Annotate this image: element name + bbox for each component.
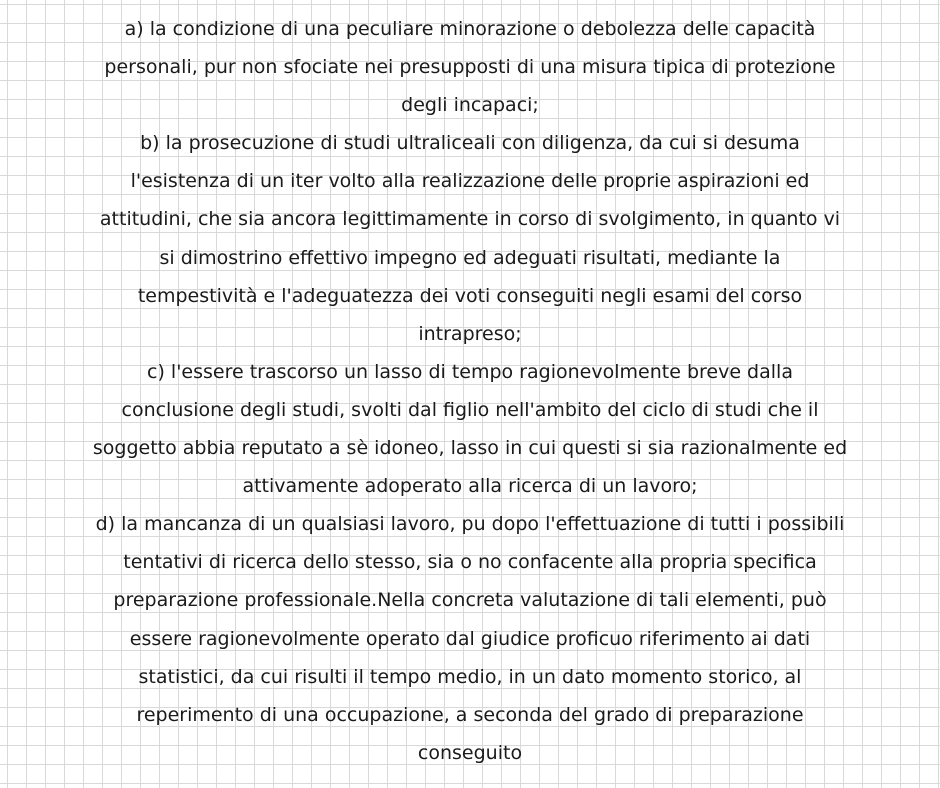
text-line: reperimento di una occupazione, a seconda del grado di preparazione <box>136 703 804 726</box>
text-line: d) la mancanza di un qualsiasi lavoro, pu dopo l'effettuazione di tutti i possibili <box>95 513 845 536</box>
text-line: degli incapaci; <box>401 94 539 117</box>
text-line: conclusione degli studi, svolti dal figlio nell'ambito del ciclo di studi che il <box>121 398 819 421</box>
text-line: a) la condizione di una peculiare minorazione o debolezza delle capacità <box>124 18 816 40</box>
text-line: c) l'essere trascorso un lasso di tempo ragionevolmente breve dalla <box>147 360 793 383</box>
text-line: attivamente adoperato alla ricerca di un lavoro; <box>242 475 698 498</box>
text-line: essere ragionevolmente operato dal giudice proficuo riferimento ai dati <box>129 627 811 650</box>
text-line: tempestività e l'adeguatezza dei voti conseguiti negli esami del corso <box>137 284 803 307</box>
text-line: soggetto abbia reputato a sè idoneo, lasso in cui questi si sia razionalmente ed <box>92 437 848 460</box>
text-line: si dimostrino effettivo impegno ed adeguati risultati, mediante la <box>159 246 781 269</box>
text-line: statistici, da cui risulti il tempo medio, in un dato momento storico, al <box>138 665 802 688</box>
text-line: tentativi di ricerca dello stesso, sia o no confacente alla propria specifica <box>123 551 817 574</box>
text-line: intrapreso; <box>418 322 522 345</box>
document-text <box>40 10 900 772</box>
text-line: b) la prosecuzione di studi ultraliceali con diligenza, da cui si desuma <box>140 132 800 155</box>
text-line: personali, pur non sfociate nei presupposti di una misura tipica di protezione <box>104 56 836 79</box>
text-line: l'esistenza di un iter volto alla realizzazione delle proprie aspirazioni ed <box>130 170 810 193</box>
text-line: conseguito <box>417 741 523 764</box>
text-line: preparazione professionale.Nella concreta valutazione di tali elementi, può <box>113 589 827 612</box>
text-line: attitudini, che sia ancora legittimamente in corso di svolgimento, in quanto vi <box>99 208 841 231</box>
